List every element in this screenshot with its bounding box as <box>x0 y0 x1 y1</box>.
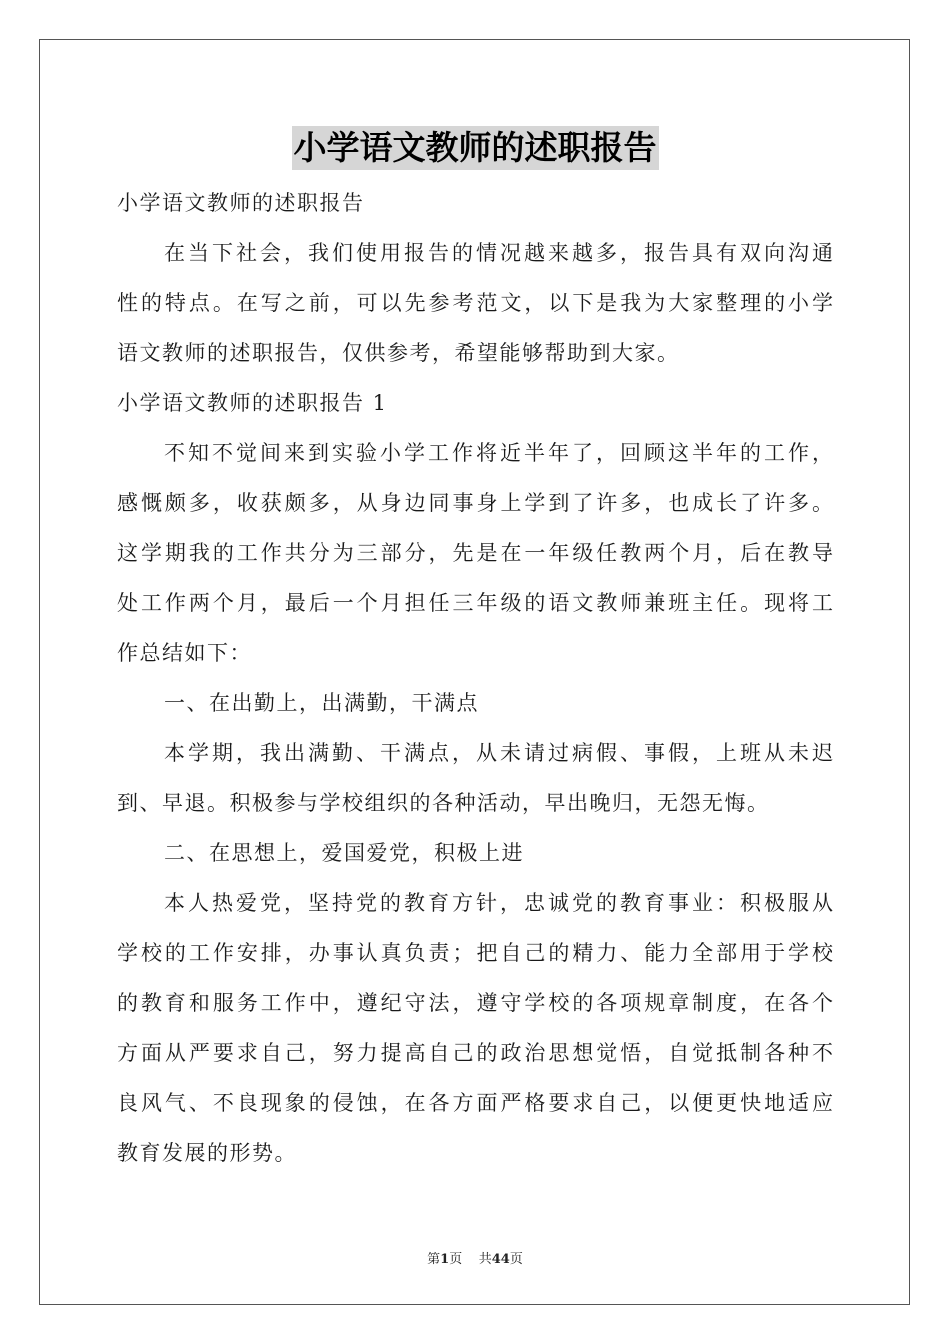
section-heading-1: 小学语文教师的述职报告 1 <box>117 391 388 415</box>
footer-total-prefix: 共 <box>478 1252 492 1267</box>
body-line-7: 感慨颇多，收获颇多，从身边同事身上学到了许多，也成长了许多。 <box>117 491 833 515</box>
subheading-2: 二、在思想上，爱国爱党，积极上进 <box>164 841 524 865</box>
body-line-13: 到、早退。积极参与学校组织的各种活动，早出晚归，无怨无悔。 <box>117 791 770 815</box>
footer-total-pages: 44 <box>491 1252 510 1267</box>
body-line-9: 处工作两个月，最后一个月担任三年级的语文教师兼班主任。现将工 <box>117 591 833 615</box>
body-line-1: 小学语文教师的述职报告 <box>117 191 365 215</box>
footer-page-number: 1 <box>440 1252 450 1267</box>
subheading-1: 一、在出勤上，出满勤，干满点 <box>164 691 479 715</box>
body-line-8: 这学期我的工作共分为三部分，先是在一年级任教两个月，后在教导 <box>117 541 833 565</box>
body-line-12: 本学期，我出满勤、干满点，从未请过病假、事假，上班从未迟 <box>164 741 833 765</box>
body-line-18: 方面从严要求自己，努力提高自己的政治思想觉悟，自觉抵制各种不 <box>117 1041 833 1065</box>
title-wrap <box>0 126 950 170</box>
footer-prefix: 第 <box>427 1252 441 1267</box>
body-line-16: 学校的工作安排，办事认真负责；把自己的精力、能力全部用于学校 <box>117 941 833 965</box>
page-footer <box>0 1248 950 1267</box>
body-line-6: 不知不觉间来到实验小学工作将近半年了，回顾这半年的工作， <box>164 441 833 465</box>
body-line-15: 本人热爱党，坚持党的教育方针，忠诚党的教育事业：积极服从 <box>164 891 833 915</box>
body-line-10: 作总结如下： <box>117 641 252 665</box>
body-line-3: 性的特点。在写之前，可以先参考范文，以下是我为大家整理的小学 <box>117 291 833 315</box>
footer-page-suffix: 页 <box>449 1252 463 1267</box>
body-line-19: 良风气、不良现象的侵蚀，在各方面严格要求自己，以便更快地适应 <box>117 1091 833 1115</box>
document-title: 小学语文教师的述职报告 <box>292 126 659 170</box>
body-line-2: 在当下社会，我们使用报告的情况越来越多，报告具有双向沟通 <box>164 241 833 265</box>
document-body <box>117 178 833 1178</box>
footer-total-suffix: 页 <box>509 1252 523 1267</box>
body-line-4: 语文教师的述职报告，仅供参考，希望能够帮助到大家。 <box>117 341 680 365</box>
body-line-20: 教育发展的形势。 <box>117 1141 297 1165</box>
body-line-17: 的教育和服务工作中，遵纪守法，遵守学校的各项规章制度，在各个 <box>117 991 833 1015</box>
